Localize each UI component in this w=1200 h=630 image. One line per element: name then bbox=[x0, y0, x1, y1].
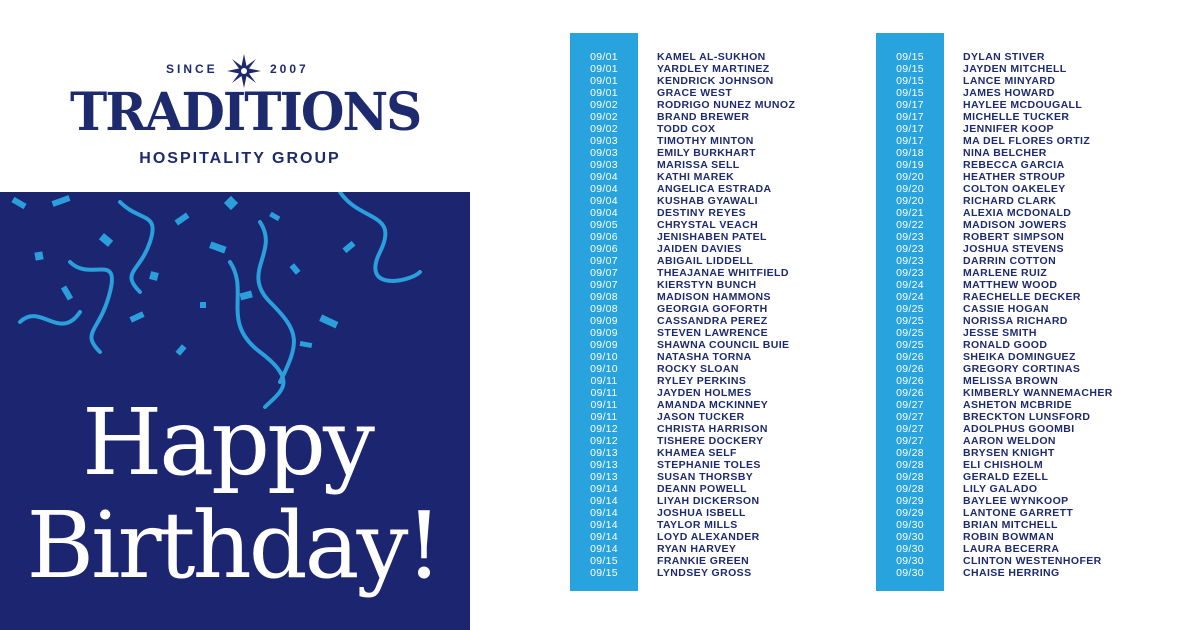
list-item bbox=[876, 279, 1200, 291]
birthday-name: LANTONE GARRETT bbox=[963, 507, 1074, 519]
birthday-date: 09/18 bbox=[896, 147, 924, 159]
birthday-date: 09/26 bbox=[896, 351, 924, 363]
birthday-date: 09/15 bbox=[590, 567, 618, 579]
birthday-date: 09/30 bbox=[896, 555, 924, 567]
birthday-date: 09/28 bbox=[896, 483, 924, 495]
list-item bbox=[876, 459, 1200, 471]
birthday-date: 09/08 bbox=[590, 303, 618, 315]
birthday-name: RODRIGO NUNEZ MUNOZ bbox=[657, 99, 796, 111]
birthday-date: 09/11 bbox=[590, 399, 618, 411]
birthday-date: 09/14 bbox=[590, 531, 618, 543]
birthday-name: MADISON JOWERS bbox=[963, 219, 1067, 231]
birthday-date: 09/24 bbox=[896, 291, 924, 303]
birthday-name: CHRISTA HARRISON bbox=[657, 423, 768, 435]
birthday-date: 09/28 bbox=[896, 459, 924, 471]
birthday-date: 09/10 bbox=[590, 351, 618, 363]
birthday-name: LILY GALADO bbox=[963, 483, 1038, 495]
brand-name: TRADITIONS bbox=[70, 80, 421, 143]
birthday-date: 09/06 bbox=[590, 243, 618, 255]
birthday-date: 09/27 bbox=[896, 411, 924, 423]
birthday-date: 09/05 bbox=[590, 219, 618, 231]
birthday-name: JAYDEN MITCHELL bbox=[963, 63, 1067, 75]
birthday-name: RICHARD CLARK bbox=[963, 195, 1057, 207]
list-item bbox=[876, 531, 1200, 543]
birthday-date: 09/17 bbox=[896, 135, 924, 147]
birthday-date: 09/03 bbox=[590, 135, 618, 147]
birthday-name: CASSANDRA PEREZ bbox=[657, 315, 768, 327]
birthday-name: TIMOTHY MINTON bbox=[657, 135, 754, 147]
birthday-date: 09/14 bbox=[590, 519, 618, 531]
birthday-name: CHRYSTAL VEACH bbox=[657, 219, 759, 231]
birthday-name: JAMES HOWARD bbox=[963, 87, 1055, 99]
birthday-name: FRANKIE GREEN bbox=[657, 555, 750, 567]
birthday-date: 09/30 bbox=[896, 519, 924, 531]
birthday-name: HAYLEE MCDOUGALL bbox=[963, 99, 1083, 111]
birthday-date: 09/17 bbox=[896, 99, 924, 111]
list-item bbox=[876, 495, 1200, 507]
birthday-name: SUSAN THORSBY bbox=[657, 471, 754, 483]
birthday-date: 09/21 bbox=[896, 207, 924, 219]
birthday-date: 09/27 bbox=[896, 423, 924, 435]
birthday-name: COLTON OAKELEY bbox=[963, 183, 1066, 195]
birthday-date: 09/19 bbox=[896, 159, 924, 171]
list-item bbox=[876, 219, 1200, 231]
list-item bbox=[876, 339, 1200, 351]
birthday-name: ALEXIA MCDONALD bbox=[963, 207, 1072, 219]
birthday-date: 09/04 bbox=[590, 183, 618, 195]
birthday-name: TAYLOR MILLS bbox=[657, 519, 738, 531]
list-item bbox=[876, 327, 1200, 339]
birthday-date: 09/03 bbox=[590, 147, 618, 159]
birthday-date: 09/02 bbox=[590, 111, 618, 123]
birthday-name: BRAND BREWER bbox=[657, 111, 750, 123]
birthday-name: LOYD ALEXANDER bbox=[657, 531, 760, 543]
birthday-name: ANGELICA ESTRADA bbox=[657, 183, 772, 195]
birthday-date: 09/24 bbox=[896, 279, 924, 291]
birthday-name: JENISHABEN PATEL bbox=[657, 231, 767, 243]
birthday-date: 09/07 bbox=[590, 255, 618, 267]
list-item bbox=[876, 207, 1200, 219]
birthday-date: 09/01 bbox=[590, 51, 618, 63]
birthday-date: 09/30 bbox=[896, 567, 924, 579]
birthday-name: NINA BELCHER bbox=[963, 147, 1047, 159]
list-item bbox=[876, 351, 1200, 363]
birthday-date: 09/02 bbox=[590, 123, 618, 135]
birthday-name: JENNIFER KOOP bbox=[963, 123, 1054, 135]
birthday-name: JAYDEN HOLMES bbox=[657, 387, 752, 399]
list-item bbox=[876, 375, 1200, 387]
birthday-name: MADISON HAMMONS bbox=[657, 291, 771, 303]
birthday-date: 09/25 bbox=[896, 327, 924, 339]
birthday-date: 09/04 bbox=[590, 171, 618, 183]
birthday-date: 09/04 bbox=[590, 207, 618, 219]
birthday-date: 09/15 bbox=[896, 75, 924, 87]
birthday-name: KUSHAB GYAWALI bbox=[657, 195, 758, 207]
list-item bbox=[876, 315, 1200, 327]
list-item bbox=[876, 411, 1200, 423]
birthday-date: 09/01 bbox=[590, 87, 618, 99]
birthday-name: LYNDSEY GROSS bbox=[657, 567, 752, 579]
birthday-name: DESTINY REYES bbox=[657, 207, 747, 219]
birthday-name: YARDLEY MARTINEZ bbox=[657, 63, 770, 75]
list-item bbox=[876, 51, 1200, 63]
list-item bbox=[876, 171, 1200, 183]
brand-subtitle: HOSPITALITY GROUP bbox=[139, 150, 341, 167]
birthday-name: CLINTON WESTENHOFER bbox=[963, 555, 1102, 567]
birthday-date: 09/04 bbox=[590, 195, 618, 207]
birthday-name: ROBIN BOWMAN bbox=[963, 531, 1055, 543]
list-item bbox=[876, 135, 1200, 147]
birthday-name: STEPHANIE TOLES bbox=[657, 459, 761, 471]
list-item bbox=[876, 507, 1200, 519]
birthday-date: 09/23 bbox=[896, 231, 924, 243]
birthday-date: 09/20 bbox=[896, 183, 924, 195]
birthday-date: 09/06 bbox=[590, 231, 618, 243]
birthday-date: 09/15 bbox=[896, 87, 924, 99]
birthday-date: 09/14 bbox=[590, 543, 618, 555]
birthday-name: GRACE WEST bbox=[657, 87, 733, 99]
birthday-name: BRYSEN KNIGHT bbox=[963, 447, 1055, 459]
birthday-date: 09/25 bbox=[896, 303, 924, 315]
list-item bbox=[876, 111, 1200, 123]
birthday-name: EMILY BURKHART bbox=[657, 147, 756, 159]
birthday-name: KIERSTYN BUNCH bbox=[657, 279, 757, 291]
list-item bbox=[876, 195, 1200, 207]
birthday-name: ADOLPHUS GOOMBI bbox=[963, 423, 1075, 435]
birthday-date: 09/12 bbox=[590, 423, 618, 435]
birthday-name: CHAISE HERRING bbox=[963, 567, 1060, 579]
birthday-date: 09/26 bbox=[896, 363, 924, 375]
since-row bbox=[70, 48, 410, 78]
birthday-date: 09/23 bbox=[896, 255, 924, 267]
birthday-name: ASHETON MCBRIDE bbox=[963, 399, 1073, 411]
birthday-name: JESSE SMITH bbox=[963, 327, 1037, 339]
birthday-date: 09/10 bbox=[590, 363, 618, 375]
birthday-date: 09/20 bbox=[896, 195, 924, 207]
birthday-date: 09/13 bbox=[590, 447, 618, 459]
list-item bbox=[876, 291, 1200, 303]
birthday-date: 09/11 bbox=[590, 387, 618, 399]
since-year: 2007 bbox=[270, 62, 309, 76]
list-item bbox=[876, 471, 1200, 483]
list-item bbox=[876, 519, 1200, 531]
birthday-date: 09/13 bbox=[590, 471, 618, 483]
birthday-date: 09/15 bbox=[590, 555, 618, 567]
birthday-name: KAMEL AL-SUKHON bbox=[657, 51, 766, 63]
list-item bbox=[876, 183, 1200, 195]
birthday-name: MELISSA BROWN bbox=[963, 375, 1059, 387]
birthday-date: 09/01 bbox=[590, 63, 618, 75]
birthday-date: 09/26 bbox=[896, 387, 924, 399]
birthday-date: 09/26 bbox=[896, 375, 924, 387]
birthday-name: JASON TUCKER bbox=[657, 411, 745, 423]
birthday-name: KIMBERLY WANNEMACHER bbox=[963, 387, 1113, 399]
birthday-date: 09/30 bbox=[896, 531, 924, 543]
birthday-name: NATASHA TORNA bbox=[657, 351, 752, 363]
birthday-name: LANCE MINYARD bbox=[963, 75, 1056, 87]
since-label: SINCE bbox=[166, 62, 218, 76]
list-item bbox=[876, 159, 1200, 171]
birthday-name: LIYAH DICKERSON bbox=[657, 495, 760, 507]
birthday-name: SHAWNA COUNCIL BUIE bbox=[657, 339, 790, 351]
list-item bbox=[876, 447, 1200, 459]
birthday-name: BRIAN MITCHELL bbox=[963, 519, 1058, 531]
birthday-name: KENDRICK JOHNSON bbox=[657, 75, 774, 87]
birthday-name: JOSHUA STEVENS bbox=[963, 243, 1064, 255]
birthday-name: KHAMEA SELF bbox=[657, 447, 737, 459]
birthday-name: THEAJANAE WHITFIELD bbox=[657, 267, 789, 279]
birthday-date: 09/15 bbox=[896, 51, 924, 63]
birthday-date: 09/29 bbox=[896, 495, 924, 507]
birthday-name: STEVEN LAWRENCE bbox=[657, 327, 769, 339]
birthday-name: JAIDEN DAVIES bbox=[657, 243, 742, 255]
birthday-name: AARON WELDON bbox=[963, 435, 1056, 447]
birthday-date: 09/11 bbox=[590, 411, 618, 423]
birthday-date: 09/23 bbox=[896, 267, 924, 279]
birthday-name: AMANDA MCKINNEY bbox=[657, 399, 769, 411]
birthday-date: 09/02 bbox=[590, 99, 618, 111]
list-item bbox=[876, 231, 1200, 243]
birthday-date: 09/14 bbox=[590, 507, 618, 519]
birthday-date: 09/09 bbox=[590, 315, 618, 327]
birthday-date: 09/14 bbox=[590, 495, 618, 507]
birthday-date: 09/12 bbox=[590, 435, 618, 447]
birthday-date: 09/25 bbox=[896, 315, 924, 327]
list-item bbox=[876, 87, 1200, 99]
list-item bbox=[876, 423, 1200, 435]
birthday-name: KATHI MAREK bbox=[657, 171, 735, 183]
list-item bbox=[876, 255, 1200, 267]
headline-happy: Happy bbox=[82, 389, 372, 496]
birthday-name: DARRIN COTTON bbox=[963, 255, 1057, 267]
birthday-date: 09/09 bbox=[590, 339, 618, 351]
birthday-date: 09/17 bbox=[896, 123, 924, 135]
birthday-name: ROBERT SIMPSON bbox=[963, 231, 1065, 243]
list-item bbox=[876, 99, 1200, 111]
birthday-name: TODD COX bbox=[657, 123, 716, 135]
company-logo bbox=[70, 40, 421, 180]
list-item bbox=[876, 63, 1200, 75]
birthday-name: BRECKTON LUNSFORD bbox=[963, 411, 1091, 423]
birthday-name: ROCKY SLOAN bbox=[657, 363, 739, 375]
birthday-date: 09/09 bbox=[590, 327, 618, 339]
birthday-date: 09/01 bbox=[590, 75, 618, 87]
list-item bbox=[876, 555, 1200, 567]
birthday-name: GREGORY CORTINAS bbox=[963, 363, 1081, 375]
birthday-date: 09/27 bbox=[896, 435, 924, 447]
birthday-date: 09/23 bbox=[896, 243, 924, 255]
birthday-date: 09/11 bbox=[590, 375, 618, 387]
birthday-date: 09/15 bbox=[896, 63, 924, 75]
list-item bbox=[876, 123, 1200, 135]
birthday-name: MARLENE RUIZ bbox=[963, 267, 1048, 279]
list-item bbox=[876, 567, 1200, 579]
birthday-date: 09/17 bbox=[896, 111, 924, 123]
birthday-date: 09/07 bbox=[590, 267, 618, 279]
birthday-date: 09/14 bbox=[590, 483, 618, 495]
birthday-date: 09/03 bbox=[590, 159, 618, 171]
birthday-name: RONALD GOOD bbox=[963, 339, 1048, 351]
birthday-date: 09/25 bbox=[896, 339, 924, 351]
birthday-name: GEORGIA GOFORTH bbox=[657, 303, 768, 315]
list-item bbox=[876, 243, 1200, 255]
list-item bbox=[876, 387, 1200, 399]
headline-birthday: Birthday! bbox=[26, 492, 440, 599]
birthday-date: 09/28 bbox=[896, 471, 924, 483]
birthday-date: 09/08 bbox=[590, 291, 618, 303]
birthday-date: 09/30 bbox=[896, 543, 924, 555]
birthday-date: 09/29 bbox=[896, 507, 924, 519]
list-item bbox=[876, 543, 1200, 555]
birthday-date: 09/27 bbox=[896, 399, 924, 411]
list-item bbox=[876, 267, 1200, 279]
birthday-name: DEANN POWELL bbox=[657, 483, 747, 495]
birthday-name: ELI CHISHOLM bbox=[963, 459, 1044, 471]
birthday-name: MA DEL FLORES ORTIZ bbox=[963, 135, 1091, 147]
birthday-panel bbox=[0, 192, 470, 630]
birthday-name: JOSHUA ISBELL bbox=[657, 507, 746, 519]
birthday-date: 09/22 bbox=[896, 219, 924, 231]
list-item bbox=[876, 399, 1200, 411]
list-item bbox=[876, 363, 1200, 375]
birthday-name: NORISSA RICHARD bbox=[963, 315, 1068, 327]
birthday-name: LAURA BECERRA bbox=[963, 543, 1060, 555]
birthday-name: MICHELLE TUCKER bbox=[963, 111, 1070, 123]
list-item bbox=[876, 435, 1200, 447]
list-item bbox=[876, 303, 1200, 315]
list-item bbox=[876, 75, 1200, 87]
birthday-name: MARISSA SELL bbox=[657, 159, 740, 171]
birthday-name: RAECHELLE DECKER bbox=[963, 291, 1081, 303]
birthday-date: 09/20 bbox=[896, 171, 924, 183]
birthday-name: BAYLEE WYNKOOP bbox=[963, 495, 1069, 507]
list-item bbox=[876, 483, 1200, 495]
birthday-date: 09/28 bbox=[896, 447, 924, 459]
list-item bbox=[876, 147, 1200, 159]
birthday-date: 09/07 bbox=[590, 279, 618, 291]
birthday-date: 09/13 bbox=[590, 459, 618, 471]
birthday-name: DYLAN STIVER bbox=[963, 51, 1045, 63]
birthday-name: SHEIKA DOMINGUEZ bbox=[963, 351, 1076, 363]
birthday-name: RYAN HARVEY bbox=[657, 543, 737, 555]
birthday-name: ABIGAIL LIDDELL bbox=[657, 255, 754, 267]
birthday-name: RYLEY PERKINS bbox=[657, 375, 747, 387]
birthday-name: HEATHER STROUP bbox=[963, 171, 1066, 183]
birthday-name: CASSIE HOGAN bbox=[963, 303, 1049, 315]
birthday-name: TISHERE DOCKERY bbox=[657, 435, 764, 447]
birthday-name: GERALD EZELL bbox=[963, 471, 1049, 483]
birthday-name: MATTHEW WOOD bbox=[963, 279, 1058, 291]
birthday-name: REBECCA GARCIA bbox=[963, 159, 1065, 171]
